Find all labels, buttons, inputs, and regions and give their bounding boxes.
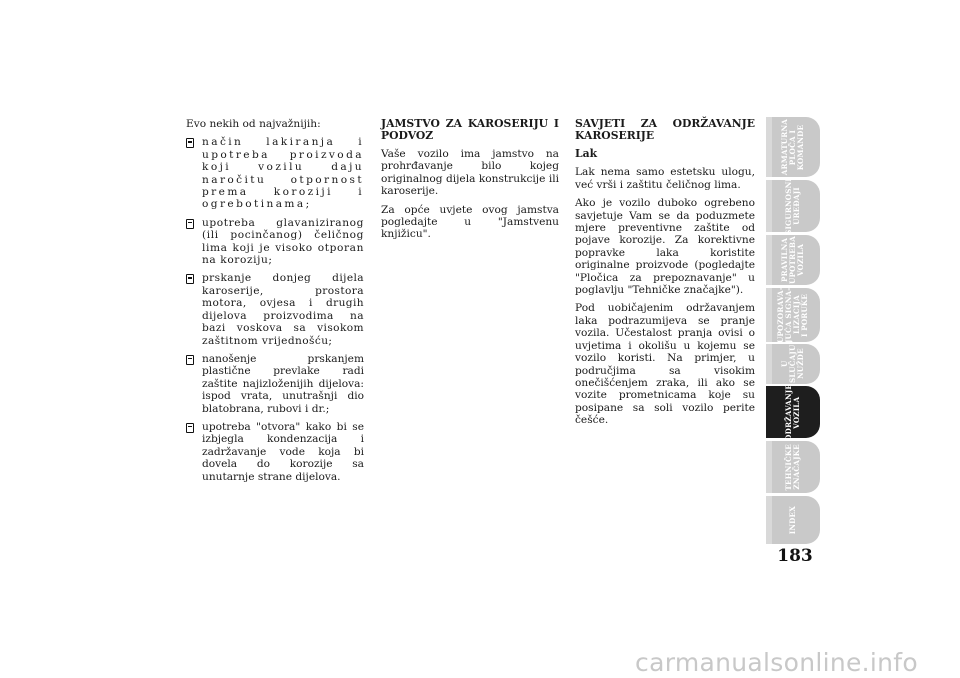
bullet-text: upotreba "otvora" kako bi se izbjegla kondenzacija i zadržavanje vode koja bi dovela do korozije sa unutarnje strane dijelova. (202, 420, 364, 483)
tab-correct-use[interactable] (766, 235, 820, 285)
tab-label: TEHNIČKE ZNAČAJKE (784, 443, 801, 491)
tab-label: SIGURNOSNI UREĐAJI (784, 177, 801, 235)
paragraph: Pod uobičajenim održavanjem laka podrazumijeva se pranje vozila. Učestalost pranja ovisi o uvjetima i okolišu u kojemu se vozilo koristi. Na primjer, u područjima sa visokim onečišćenjem zraka, ili ako se vozite prometnicama koje su posipane sa soli vozilo perite češće. (575, 302, 755, 427)
bullet-text: prskanje donjeg dijela karoserije, prostora motora, ovjesa i drugih dijelova proizvodima na bazi voskova sa visokom zaštitnom vrijednošću; (202, 272, 364, 347)
tab-label: INDEX (788, 505, 797, 535)
bullet-item (186, 136, 364, 210)
subheading-paint: Lak (575, 147, 598, 160)
checkbox-bullet-icon (186, 355, 194, 365)
paragraph: Za opće uvjete ovog jamstva pogledajte u "Jamstvenu knjižicu". (381, 203, 559, 241)
bullet-text: nanošenje prskanjem plastične prevlake radi zaštite najizloženijih dijelova: ispod vrata, unutrašnji dio blatobrana, rubovi i dr.; (202, 352, 364, 415)
paragraph: Ako je vozilo duboko ogrebeno savjetuje Vam se da poduzmete mjere preventivne zaštite od pojave korozije. Za korektivne popravke laka koristite originalne proizvode (pogledajte "Pločica za prepoznavanje" u poglavlju "Tehničke značajke"). (575, 197, 755, 297)
column-3 (575, 118, 755, 433)
tab-technical-specs[interactable] (766, 441, 820, 493)
bullet-item (186, 421, 364, 483)
tab-warning-lights[interactable] (766, 288, 820, 342)
checkbox-bullet-icon (186, 219, 194, 229)
tab-label: UPOZORAVA- JUĆA SIGNA- LIZACIJA I PORUKE (776, 286, 809, 344)
section-heading-warranty: JAMSTVO ZA KAROSERIJU I PODVOZ (381, 117, 559, 142)
column-2 (381, 118, 559, 247)
tab-label: ODRŽAVANJE VOZILA (784, 383, 801, 441)
checkbox-bullet-icon (186, 138, 194, 148)
checkbox-bullet-icon (186, 423, 194, 433)
bullet-text: upotreba glavaniziranog (ili pocinčanog) čeličnog lima koji je visoko otporan na koroziju; (202, 216, 364, 267)
tab-label: ARMATURNA PLOČA I KOMANDE (780, 118, 805, 176)
tab-safety-devices[interactable] (766, 177, 820, 235)
bullet-text: način lakiranja i upotreba proizvoda koji vozilu daju naročitu otpornost prema koroziji i ogrebotinama; (202, 136, 364, 211)
intro-text: Evo nekih od najvažnijih: (186, 118, 321, 130)
bullet-item (186, 353, 364, 415)
watermark: carmanualsonline.info (635, 648, 918, 677)
checkbox-bullet-icon (186, 274, 194, 284)
paragraph: Lak nema samo estetsku ulogu, već vrši i zaštitu čeličnog lima. (575, 166, 755, 191)
tab-index[interactable] (766, 496, 820, 544)
tab-label: U SLUČAJU NUŽDE (780, 344, 805, 384)
page-number: 183 (777, 546, 813, 566)
bullet-item (186, 272, 364, 346)
tab-dashboard-controls[interactable] (766, 117, 820, 177)
paragraph: Vaše vozilo ima jamstvo na prohrđavanje bilo kojeg originalnog dijela konstrukcije ili karoserije. (381, 148, 559, 198)
tab-label: PRAVILNA UPOTREBA VOZILA (780, 236, 805, 284)
column-1 (186, 118, 364, 489)
bullet-item (186, 217, 364, 267)
tab-maintenance[interactable] (766, 383, 820, 441)
tab-emergency[interactable] (766, 344, 820, 384)
section-heading-maintenance: SAVJETI ZA ODRŽAVANJE KAROSERIJE (575, 117, 755, 142)
